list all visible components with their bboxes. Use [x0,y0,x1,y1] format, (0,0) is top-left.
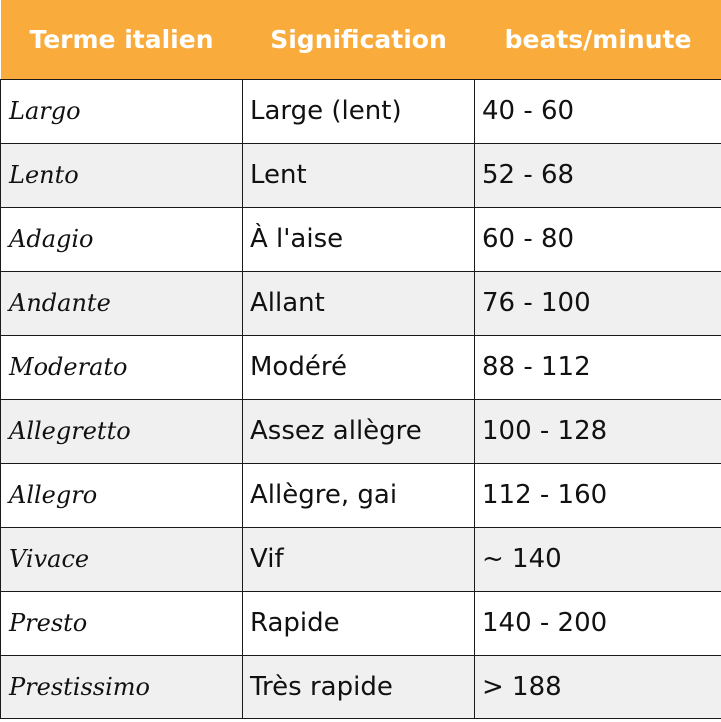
term-cell: Allegro [1,463,243,527]
bpm-cell: 140 - 200 [475,591,721,655]
term-cell: Moderato [1,335,243,399]
table-row [1,399,721,463]
meaning-cell: Allant [243,271,475,335]
term-cell: Presto [1,591,243,655]
term-cell: Prestissimo [1,655,243,718]
bpm-cell: 112 - 160 [475,463,721,527]
bpm-cell: 40 - 60 [475,79,721,143]
header-row [1,0,721,79]
meaning-cell: À l'aise [243,207,475,271]
meaning-cell: Lent [243,143,475,207]
meaning-cell: Allègre, gai [243,463,475,527]
term-cell: Largo [1,79,243,143]
table-row [1,463,721,527]
meaning-cell: Très rapide [243,655,475,718]
bpm-cell: 60 - 80 [475,207,721,271]
meaning-cell: Vif [243,527,475,591]
table-row [1,591,721,655]
meaning-cell: Rapide [243,591,475,655]
meaning-cell: Modéré [243,335,475,399]
table-header [1,0,721,79]
table-row [1,271,721,335]
header-bpm: beats/minute [475,0,721,79]
header-meaning: Signification [243,0,475,79]
meaning-cell: Assez allègre [243,399,475,463]
header-term: Terme italien [1,0,243,79]
bpm-cell: 88 - 112 [475,335,721,399]
bpm-cell: 52 - 68 [475,143,721,207]
bpm-cell: ~ 140 [475,527,721,591]
term-cell: Allegretto [1,399,243,463]
table-row [1,527,721,591]
table-row [1,335,721,399]
term-cell: Andante [1,271,243,335]
term-cell: Vivace [1,527,243,591]
table-row [1,79,721,143]
term-cell: Lento [1,143,243,207]
bpm-cell: 76 - 100 [475,271,721,335]
table-body [1,79,721,718]
meaning-cell: Large (lent) [243,79,475,143]
table-row [1,655,721,718]
table-row [1,143,721,207]
bpm-cell: > 188 [475,655,721,718]
bpm-cell: 100 - 128 [475,399,721,463]
term-cell: Adagio [1,207,243,271]
table-row [1,207,721,271]
